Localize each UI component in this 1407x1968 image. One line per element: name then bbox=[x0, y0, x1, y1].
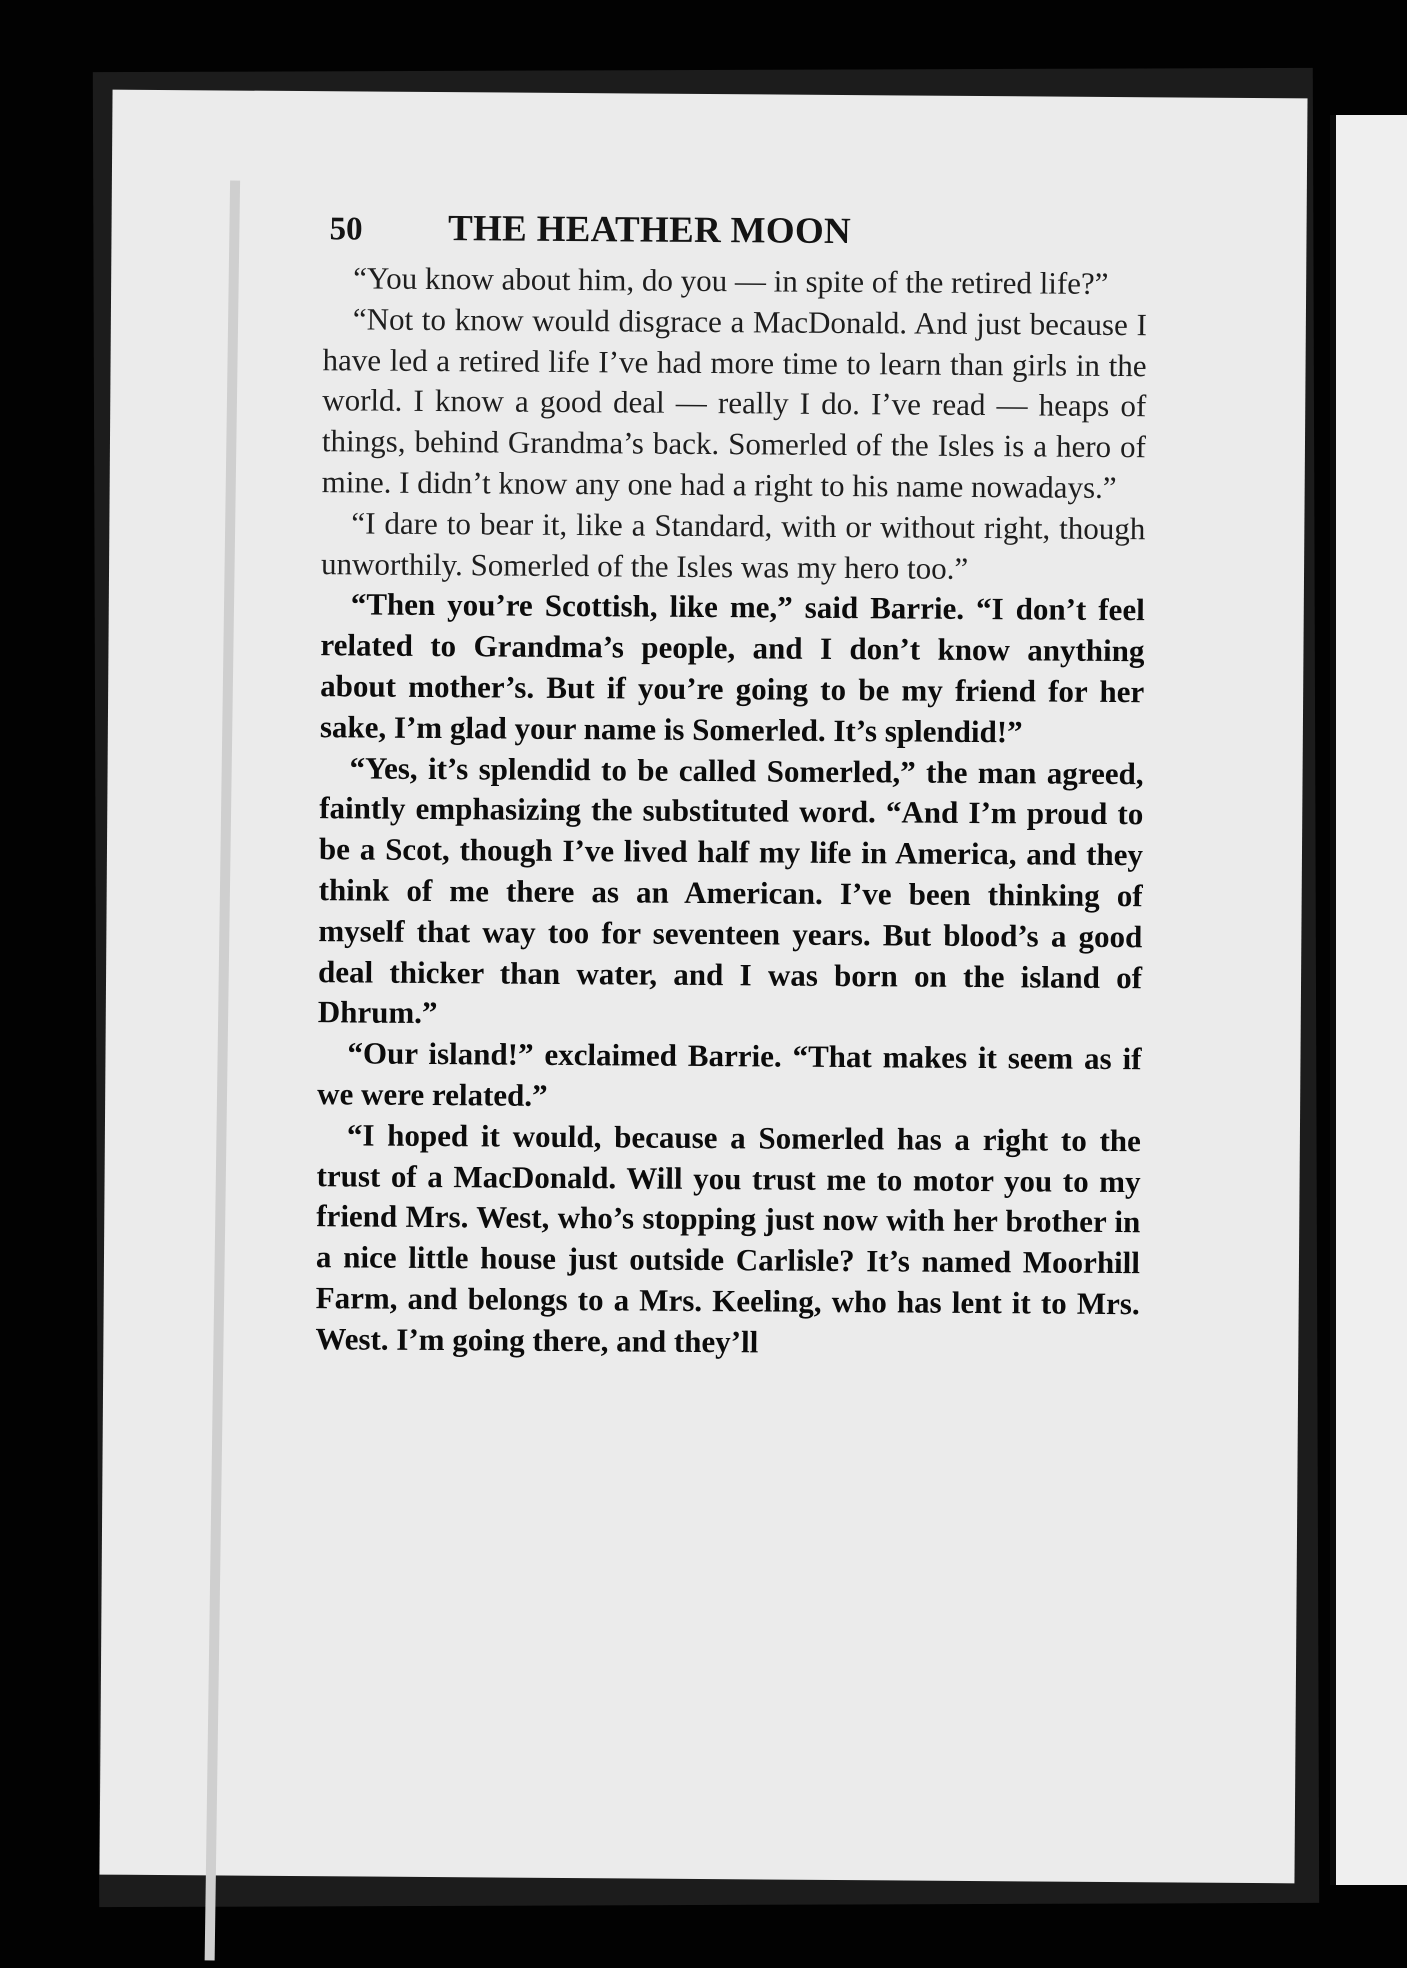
running-title: THE HEATHER MOON bbox=[447, 208, 852, 253]
book-page bbox=[99, 90, 1307, 1884]
paragraph: “Yes, it’s splendid to be called Somerled,” the man agreed, faintly emphasizing the substituted word. “And I’m proud to be a Scot, though I’ve lived half my life in America, and they think of me there as an American. I’ve been thinking of myself that way too for seventeen years. But blood’s a good deal thicker than water, and I was born on the island of Dhrum.” bbox=[317, 749, 1144, 1031]
paragraph: “Our island!” exclaimed Barrie. “That makes it seem as if we were related.” bbox=[317, 1035, 1142, 1113]
paragraph: “Not to know would disgrace a MacDonald. And just because I have led a retired life I’ve had more time to learn than girls in the world. I know a good deal — really I do. I’ve read — heaps of things, behind Grandma’s back. Somerled of the Isles is a hero of mine. I didn’t know any one had a right to his name nowadays.” bbox=[321, 301, 1147, 505]
page-body bbox=[315, 258, 1147, 1366]
page-header bbox=[329, 203, 969, 258]
paragraph: “I hoped it would, because a Somerled has a right to the trust of a MacDonald. Will you trust me to motor you to my friend Mrs. West, who’s stopping just now with her brother in a nice little house just outside Carlisle? It’s named Moorhill Farm, and belongs to a Mrs. Keeling, who has lent it to Mrs. West. I’m going there, and they’ll bbox=[315, 1117, 1142, 1360]
paragraph: “You know about him, do you — in spite of the retired life?” bbox=[353, 260, 1109, 301]
facing-page-edge bbox=[1336, 115, 1407, 1885]
page-binding-edge bbox=[205, 180, 240, 1960]
paragraph: “I dare to bear it, like a Standard, with or without right, though unworthily. Somerled of the Isles was my hero too.” bbox=[320, 505, 1146, 586]
paragraph: “Then you’re Scottish, like me,” said Barrie. “I don’t feel related to Grandma’s people, and I don’t know anything about mother’s. But if you’re going to be my friend for her sake, I’m glad your name is Somerled. It’s splendid!” bbox=[319, 586, 1145, 750]
facing-page-gutter bbox=[1330, 115, 1336, 1885]
page-number: 50 bbox=[329, 211, 363, 248]
